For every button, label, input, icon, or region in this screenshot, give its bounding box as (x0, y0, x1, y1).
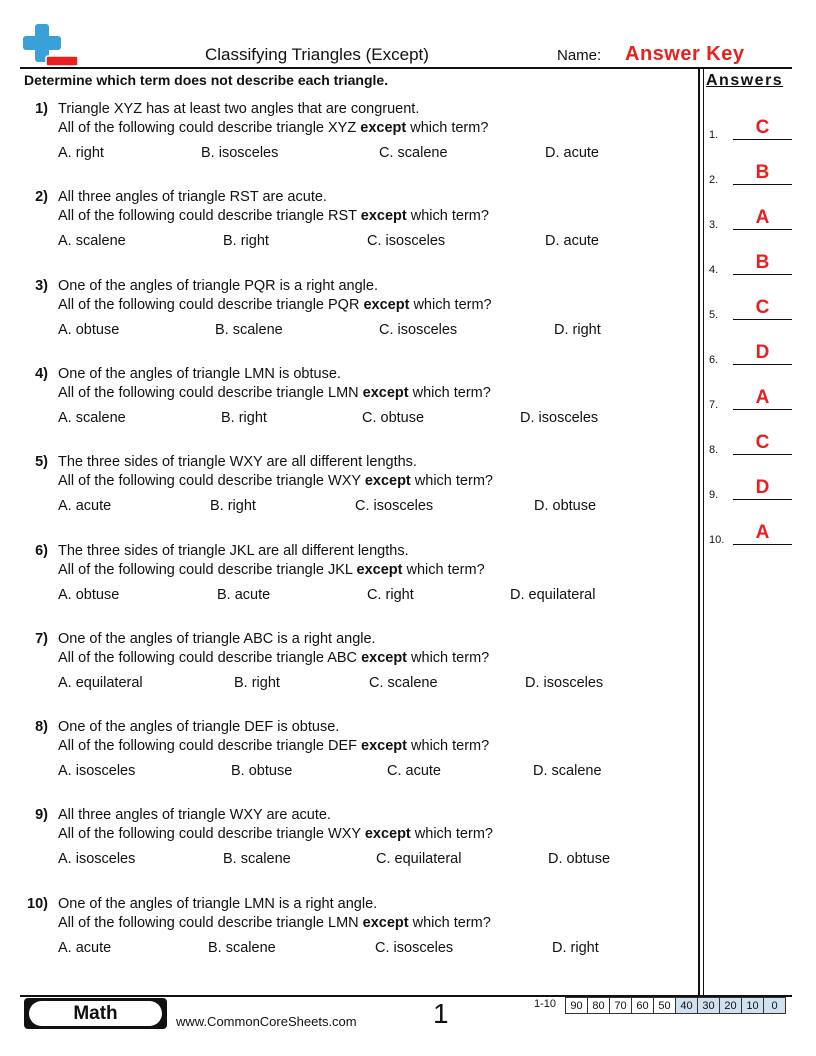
answer-number: 10. (709, 534, 725, 546)
question-item (20, 719, 690, 789)
answer-letter: A (755, 522, 770, 543)
question-prompt-tail: which term? (409, 296, 492, 313)
question-statement: Triangle XYZ has at least two angles that are congruent. (58, 101, 420, 117)
question-prompt-text: All of the following could describe triangle DEF (58, 738, 362, 755)
answer-blank-line (733, 184, 792, 185)
answer-option: C. scalene (379, 145, 448, 161)
answer-letter: B (755, 252, 770, 273)
question-prompt-tail: which term? (410, 826, 493, 843)
question-number: 3) (35, 277, 48, 294)
question-prompt-text: All of the following could describe triangle ABC (58, 649, 362, 666)
question-prompt-tail: which term? (406, 120, 489, 136)
question-prompt-tail: which term? (408, 384, 491, 401)
score-cell: 70 (610, 998, 632, 1014)
answer-option: A. obtuse (58, 586, 120, 603)
answer-option: D. obtuse (534, 498, 597, 515)
question-prompt-text: All of the following could describe triangle WXY (58, 826, 365, 843)
header-divider (20, 67, 792, 69)
question-prompt (58, 120, 488, 136)
answer-option: A. scalene (58, 409, 126, 426)
question-item (20, 454, 690, 524)
question-prompt-tail: which term? (406, 208, 489, 225)
answer-blank-line (733, 544, 792, 545)
question-prompt-text: All of the following could describe triangle LMN (58, 384, 363, 401)
question-prompt-emphasis: except (362, 914, 409, 931)
subject-label: Math (29, 1001, 162, 1026)
plus-minus-logo-icon (22, 22, 78, 68)
question-prompt-emphasis: except (362, 384, 409, 401)
question-item (20, 278, 690, 348)
question-statement: The three sides of triangle WXY are all different lengths. (58, 454, 417, 471)
question-statement: All three angles of triangle WXY are acute. (58, 807, 331, 824)
question-number: 1) (35, 101, 48, 117)
question-prompt (58, 473, 493, 489)
score-cell: 0 (764, 998, 786, 1014)
answer-option: B. obtuse (231, 763, 293, 780)
question-item (20, 189, 690, 259)
answer-option: B. scalene (223, 851, 291, 868)
answer-number: 8. (709, 444, 719, 456)
answer-option: D. acute (545, 145, 599, 161)
question-prompt-tail: which term? (410, 473, 493, 490)
question-prompt-emphasis: except (364, 826, 411, 843)
question-number: 7) (35, 630, 48, 647)
question-prompt-tail: which term? (407, 738, 490, 755)
answer-option: D. equilateral (510, 586, 596, 603)
answer-letter: C (755, 117, 770, 138)
answer-row (709, 474, 793, 500)
answers-header: Answers (706, 72, 784, 89)
question-item (20, 631, 690, 701)
answer-option: A. right (58, 145, 104, 161)
question-prompt-emphasis: except (363, 296, 410, 313)
answer-option: D. isosceles (520, 409, 599, 426)
answers-column-border-inner (703, 68, 704, 996)
question-prompt-emphasis: except (360, 208, 407, 225)
answer-key-label: Answer Key (625, 43, 745, 65)
question-item (20, 896, 690, 966)
answer-row (709, 339, 793, 365)
score-cell: 60 (632, 998, 654, 1014)
answer-number: 3. (709, 219, 719, 231)
question-prompt-text: All of the following could describe triangle WXY (58, 473, 365, 490)
question-statement: The three sides of triangle JKL are all different lengths. (58, 542, 409, 559)
answer-option: A. scalene (58, 233, 126, 250)
answer-row (709, 384, 793, 410)
question-prompt-tail: which term? (408, 914, 491, 931)
answer-number: 7. (709, 399, 719, 411)
answer-option: D. right (552, 939, 599, 956)
score-cell: 40 (676, 998, 698, 1014)
question-number: 9) (35, 807, 48, 824)
instructions: Determine which term does not describe each triangle. (24, 72, 389, 88)
question-statement: One of the angles of triangle PQR is a right angle. (58, 277, 378, 294)
score-cell: 90 (566, 998, 588, 1014)
question-item (20, 807, 690, 877)
question-number: 6) (35, 542, 48, 559)
answer-option: A. acute (58, 939, 112, 956)
answer-option: A. equilateral (58, 674, 143, 691)
question-prompt-text: All of the following could describe triangle PQR (58, 296, 364, 313)
score-cell: 30 (698, 998, 720, 1014)
question-statement: One of the angles of triangle LMN is a right angle. (58, 895, 378, 912)
question-prompt (58, 385, 491, 401)
answer-option: B. right (221, 409, 267, 426)
question-item (20, 366, 690, 436)
answer-option: A. obtuse (58, 321, 120, 338)
answer-letter: A (755, 207, 770, 228)
question-statement: All three angles of triangle RST are acute. (58, 189, 327, 206)
question-item (20, 543, 690, 613)
answer-blank-line (733, 139, 792, 140)
subject-badge (24, 998, 167, 1029)
answer-option: D. obtuse (548, 851, 611, 868)
answer-option: B. scalene (215, 321, 283, 338)
question-prompt-emphasis: except (360, 120, 407, 136)
score-cell: 10 (742, 998, 764, 1014)
answer-number: 9. (709, 489, 719, 501)
question-number: 4) (35, 365, 48, 382)
answer-number: 1. (709, 129, 719, 141)
question-number: 5) (35, 454, 48, 471)
question-prompt-tail: which term? (407, 649, 490, 666)
question-number: 2) (35, 189, 48, 206)
question-prompt (58, 208, 489, 224)
answer-option: B. acute (217, 586, 271, 603)
answer-letter: A (755, 387, 770, 408)
answer-blank-line (733, 454, 792, 455)
answer-blank-line (733, 229, 792, 230)
answer-option: C. acute (387, 763, 441, 780)
answer-row (709, 294, 793, 320)
answer-option: D. isosceles (525, 674, 604, 691)
question-prompt-emphasis: except (356, 561, 403, 578)
answer-row (709, 114, 793, 140)
score-table (565, 997, 786, 1014)
question-prompt (58, 297, 492, 313)
question-prompt-emphasis: except (361, 738, 407, 755)
answer-option: A. acute (58, 498, 112, 515)
answer-option: A. isosceles (58, 763, 136, 780)
site-url: www.CommonCoreSheets.com (176, 1014, 357, 1029)
score-cell: 80 (588, 998, 610, 1014)
score-cell: 50 (654, 998, 676, 1014)
answer-row (709, 519, 793, 545)
answer-option: B. right (223, 233, 269, 250)
question-prompt-text: All of the following could describe triangle LMN (58, 914, 363, 931)
answer-option: C. isosceles (375, 939, 454, 956)
answer-number: 5. (709, 309, 719, 321)
question-statement: One of the angles of triangle LMN is obtuse. (58, 365, 341, 382)
answer-letter: C (755, 432, 770, 453)
answer-letter: D (755, 477, 770, 498)
answer-option: C. isosceles (367, 233, 446, 250)
answer-option: B. isosceles (201, 145, 279, 161)
question-prompt-text: All of the following could describe triangle XYZ (58, 120, 361, 136)
question-statement: One of the angles of triangle ABC is a right angle. (58, 630, 376, 647)
answer-option: C. scalene (369, 674, 438, 691)
question-prompt-emphasis: except (361, 649, 408, 666)
answer-option: D. scalene (533, 763, 602, 780)
question-statement: One of the angles of triangle DEF is obtuse. (58, 719, 340, 736)
answer-option: B. right (234, 674, 280, 691)
question-prompt-emphasis: except (364, 473, 411, 490)
question-number: 8) (35, 719, 48, 736)
answer-row (709, 204, 793, 230)
question-prompt-text: All of the following could describe triangle JKL (58, 561, 357, 578)
question-prompt (58, 650, 489, 666)
answer-number: 4. (709, 264, 719, 276)
answer-blank-line (733, 499, 792, 500)
worksheet-title: Classifying Triangles (Except) (205, 45, 429, 64)
answer-row (709, 429, 793, 455)
answer-option: B. scalene (208, 939, 276, 956)
answer-number: 6. (709, 354, 719, 366)
question-prompt (58, 738, 489, 754)
answer-option: C. isosceles (379, 321, 458, 338)
answer-option: A. isosceles (58, 851, 136, 868)
score-cell: 20 (720, 998, 742, 1014)
answer-option: D. right (554, 321, 601, 338)
question-prompt (58, 562, 485, 578)
answer-option: B. right (210, 498, 256, 515)
question-prompt (58, 915, 491, 931)
answer-blank-line (733, 274, 792, 275)
answer-letter: C (755, 297, 770, 318)
question-prompt (58, 826, 493, 842)
answer-option: C. obtuse (362, 409, 425, 426)
answer-row (709, 249, 793, 275)
answer-letter: D (755, 342, 770, 363)
answer-option: D. acute (545, 233, 599, 250)
answer-blank-line (733, 364, 792, 365)
answer-blank-line (733, 319, 792, 320)
answer-blank-line (733, 409, 792, 410)
answer-number: 2. (709, 174, 719, 186)
answer-option: C. right (367, 586, 414, 603)
answer-option: C. equilateral (376, 851, 462, 868)
question-number: 10) (27, 895, 48, 912)
question-item (20, 101, 690, 171)
name-label: Name: (557, 47, 602, 64)
answer-row (709, 159, 793, 185)
score-range-label: 1-10 (534, 998, 557, 1010)
answers-column-border (698, 68, 700, 996)
question-prompt-tail: which term? (402, 561, 485, 578)
answer-option: C. isosceles (355, 498, 434, 515)
answer-letter: B (755, 162, 770, 183)
question-prompt-text: All of the following could describe triangle RST (58, 208, 361, 225)
page-number: 1 (433, 998, 449, 1029)
